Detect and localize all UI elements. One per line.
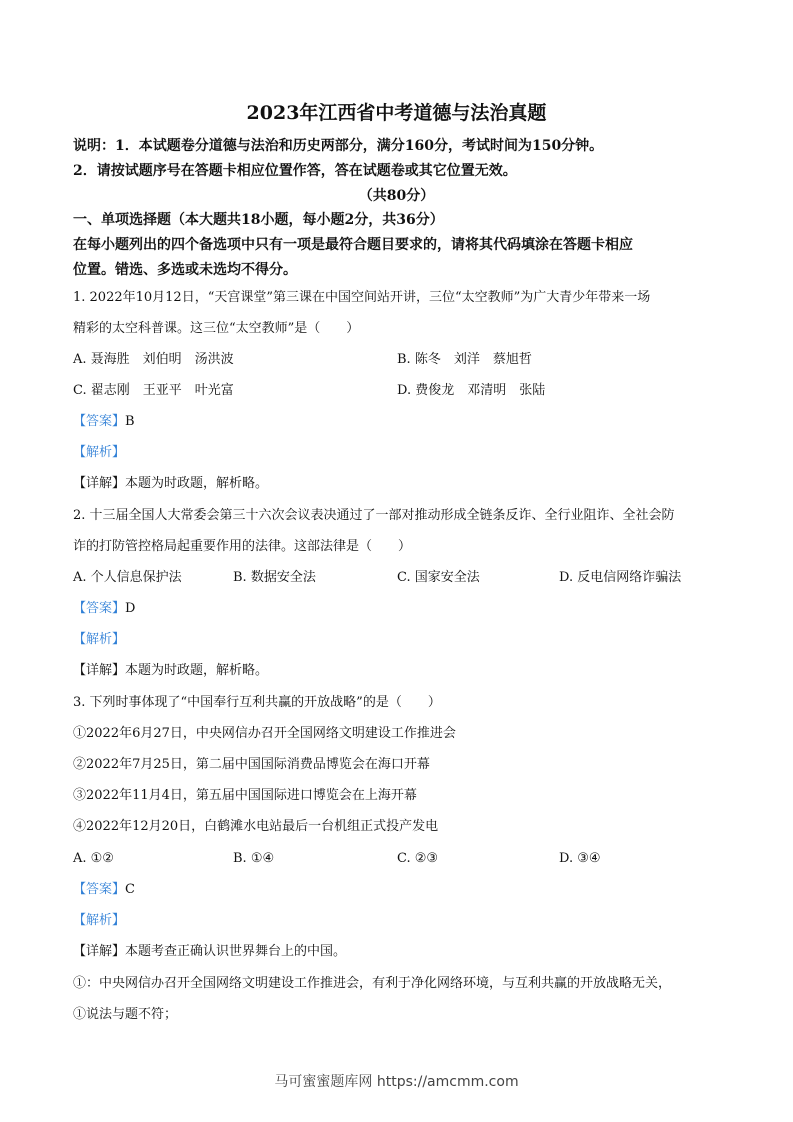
option-d: D. 反电信网络诈骗法: [559, 570, 682, 585]
note-line-1: 说明：1．本试题卷分道德与法治和历史两部分，满分160分，考试时间为150分钟。: [73, 138, 604, 154]
option-a: A. 个人信息保护法: [73, 570, 182, 585]
detail-label: 【详解】: [73, 476, 126, 491]
detail-label: 【详解】: [73, 944, 126, 959]
question-stem: 1. 2022年10月12日，“天宫课堂”第三课在中国空间站开讲，三位“太空教师”为广大青少年带来一场: [73, 290, 651, 305]
answer-row: [73, 600, 753, 618]
explanation-text: ①说法与题不符；: [73, 1007, 178, 1022]
detail-row: [73, 475, 753, 493]
option-d: D. ③④: [559, 851, 601, 866]
detail-row: [73, 943, 753, 961]
statement-item: ②2022年7月25日，第二届中国国际消费品博览会在海口开幕: [73, 757, 430, 772]
answer-label: 【答案】: [73, 601, 126, 616]
option-c: C. 翟志刚 王亚平 叶光富: [73, 383, 234, 398]
option-b: B. ①④: [233, 851, 275, 866]
statement-item: ①2022年6月27日，中央网信办召开全国网络文明建设工作推进会: [73, 726, 456, 741]
section-heading: 一、单项选择题（本大题共18小题，每小题2分，共36分）: [73, 212, 444, 228]
analysis-label: 【解析】: [73, 445, 126, 460]
analysis-label: 【解析】: [73, 913, 126, 928]
option-a: A. ①②: [73, 851, 114, 866]
answer-value: B: [125, 414, 135, 429]
question-stem: 3. 下列时事体现了“中国奉行互利共赢的开放战略”的是（ ）: [73, 695, 441, 710]
score-total: （共80分）: [358, 188, 435, 204]
detail-row: [73, 662, 753, 680]
answer-label: 【答案】: [73, 414, 126, 429]
option-c: C. 国家安全法: [397, 570, 480, 585]
detail-label: 【详解】: [73, 663, 126, 678]
option-c: C. ②③: [397, 851, 439, 866]
explanation-text: ①：中央网信办召开全国网络文明建设工作推进会，有利于净化网络环境，与互利共赢的开放战略无关，: [73, 976, 672, 991]
question-stem: 2. 十三届全国人大常委会第三十六次会议表决通过了一部对推动形成全链条反诈、全行业阻诈、全社会防: [73, 508, 675, 523]
answer-row: [73, 881, 753, 899]
detail-text: 本题为时政题，解析略。: [125, 663, 269, 678]
statement-item: ④2022年12月20日，白鹤滩水电站最后一台机组正式投产发电: [73, 819, 439, 834]
option-a: A. 聂海胜 刘伯明 汤洪波: [73, 352, 234, 367]
section-instruction-2: 位置。错选、多选或未选均不得分。: [73, 262, 297, 278]
option-b: B. 陈冬 刘洋 蔡旭哲: [397, 352, 532, 367]
question-stem: 精彩的太空科普课。这三位“太空教师”是（ ）: [73, 321, 360, 336]
answer-label: 【答案】: [73, 882, 126, 897]
answer-value: C: [125, 882, 135, 897]
detail-text: 本题考查正确认识世界舞台上的中国。: [125, 944, 347, 959]
option-d: D. 费俊龙 邓清明 张陆: [397, 383, 546, 398]
footer-watermark: 马可蜜蜜题库网 https://amcmm.com: [274, 1074, 519, 1090]
section-instruction-1: 在每小题列出的四个备选项中只有一项是最符合题目要求的，请将其代码填涂在答题卡相应: [73, 237, 633, 253]
question-stem: 诈的打防管控格局起重要作用的法律。这部法律是（ ）: [73, 539, 412, 554]
analysis-label: 【解析】: [73, 632, 126, 647]
answer-value: D: [125, 601, 136, 616]
detail-text: 本题为时政题，解析略。: [125, 476, 269, 491]
note-line-2: 2．请按试题序号在答题卡相应位置作答，答在试题卷或其它位置无效。: [73, 163, 517, 179]
option-b: B. 数据安全法: [233, 570, 316, 585]
document-title: 2023年江西省中考道德与法治真题: [246, 102, 547, 124]
answer-row: [73, 413, 753, 431]
statement-item: ③2022年11月4日，第五届中国国际进口博览会在上海开幕: [73, 788, 417, 803]
